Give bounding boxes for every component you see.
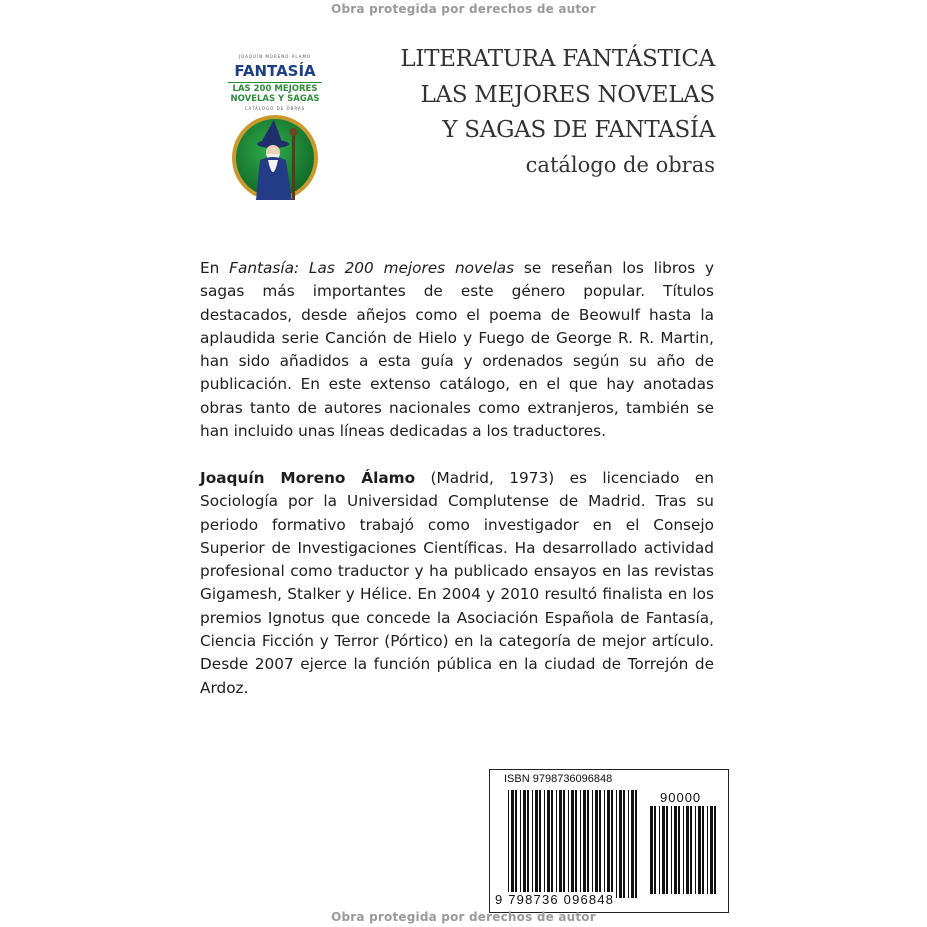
barcode-bar xyxy=(580,790,581,898)
barcode-bar xyxy=(544,790,545,898)
cover-title: FANTASÍA xyxy=(234,62,316,80)
cover-subtitle xyxy=(228,82,322,104)
barcode-bar xyxy=(650,806,653,894)
barcode-bar xyxy=(674,806,677,894)
barcode-bar xyxy=(563,790,565,898)
barcode-bar xyxy=(619,790,622,898)
barcode-bar xyxy=(611,790,613,898)
barcode-bar xyxy=(635,790,637,898)
cover-subtitle-line-1: LAS 200 MEJORES xyxy=(232,84,318,94)
barcode-bar xyxy=(583,790,586,898)
barcode-bar xyxy=(515,790,517,898)
author-bio-body: (Madrid, 1973) es licenciado en Sociología por la Universidad Complutense de Madrid. Tras su periodo formativo trabajó como investigador en el Consejo Superior de Investigaciones Científicas. Ha desarrollado actividad profesional como traductor y ha publicado ensayos en las revistas Gigamesh, Stalker y Hélice. En 2004 y 2010 resultó finalista en los premios Ignotus que concede la Asociación Española de Fantasía, Ciencia Ficción y Terror (Pórtico) en la categoría de mejor artículo. Desde 2007 ejerce la función pública en la ciudad de Torrejón de Ardoz. xyxy=(200,469,714,697)
barcode-bar xyxy=(599,790,601,898)
heading-line-1: LITERATURA FANTÁSTICA xyxy=(400,46,715,72)
barcode-digits: 9 798736 096848 xyxy=(495,892,615,907)
book-cover-thumbnail xyxy=(228,54,322,204)
barcode-bar xyxy=(568,790,569,898)
barcode-bar xyxy=(671,806,672,894)
barcode-bar xyxy=(678,806,680,894)
barcode-bar xyxy=(587,790,589,898)
barcode-bar xyxy=(623,790,625,898)
barcode-bar xyxy=(559,790,562,898)
barcode-bar xyxy=(539,790,541,898)
description-lead: En xyxy=(200,259,230,277)
isbn-label: ISBN 9798736096848 xyxy=(504,773,613,785)
barcode-bar xyxy=(707,806,708,894)
barcode-bar xyxy=(607,790,610,898)
barcode-bar xyxy=(654,806,656,894)
barcode-bar xyxy=(604,790,605,898)
barcode-bar xyxy=(683,806,684,894)
description-body: se reseñan los libros y sagas más importantes de este género popular. Títulos destacados, desde añejos como el poema de Beowulf hasta la aplaudida serie Canción de Hielo y Fuego de George R. R. Martin, han sido añadidos a esta guía y ordenados según su año de publicación. En este extenso catálogo, en el que hay anotadas obras tanto de autores nacionales como extranjeros, también se han incluido unas líneas dedicadas a los traductores. xyxy=(200,259,715,441)
barcode-addon-digits: 90000 xyxy=(660,790,702,805)
barcode-bar xyxy=(595,790,598,898)
barcode-bar xyxy=(690,806,692,894)
cover-author: JOAQUÍN MORENO ÁLAMO xyxy=(238,54,312,59)
barcode-bar xyxy=(575,790,577,898)
barcode-bar xyxy=(695,806,696,894)
barcode-bar xyxy=(527,790,529,898)
book-title-italic: Fantasía: Las 200 mejores novelas xyxy=(229,259,515,277)
book-description-paragraph xyxy=(200,257,714,443)
barcode-bar xyxy=(535,790,538,898)
author-name: Joaquín Moreno Álamo xyxy=(200,469,416,487)
barcode-bar xyxy=(532,790,533,898)
heading-line-2: LAS MEJORES NOVELAS xyxy=(420,82,715,108)
copyright-watermark-top: Obra protegida por derechos de autor xyxy=(331,2,596,16)
barcode-bar xyxy=(686,806,689,894)
heading-line-4: catálogo de obras xyxy=(525,153,715,177)
copyright-watermark-bottom: Obra protegida por derechos de autor xyxy=(331,910,596,924)
barcode-bar xyxy=(520,790,521,898)
barcode-bar xyxy=(659,806,660,894)
cover-catalog-label: CATÁLOGO DE OBRAS xyxy=(244,106,306,111)
barcode-bar xyxy=(714,806,716,894)
barcode-bar xyxy=(702,806,704,894)
isbn-barcode xyxy=(489,769,729,913)
barcode-bar xyxy=(547,790,550,898)
wizard-illustration-icon xyxy=(230,114,320,202)
barcode-bar xyxy=(616,790,617,898)
barcode-bar xyxy=(710,806,713,894)
barcode-bar xyxy=(508,790,509,898)
barcode-bar xyxy=(511,790,514,898)
barcode-bar xyxy=(551,790,553,898)
barcode-bar xyxy=(698,806,701,894)
cover-subtitle-line-2: NOVELAS Y SAGAS xyxy=(230,94,320,104)
barcode-bar xyxy=(556,790,557,898)
barcode-bar xyxy=(631,790,634,898)
barcode-bar xyxy=(592,790,593,898)
barcode-bar xyxy=(662,806,665,894)
barcode-bar xyxy=(571,790,574,898)
barcode-bar xyxy=(628,790,629,898)
barcode-bar xyxy=(523,790,526,898)
barcode-bar xyxy=(666,806,668,894)
author-bio-paragraph xyxy=(200,467,714,700)
heading-line-3: Y SAGAS DE FANTASÍA xyxy=(442,117,715,143)
